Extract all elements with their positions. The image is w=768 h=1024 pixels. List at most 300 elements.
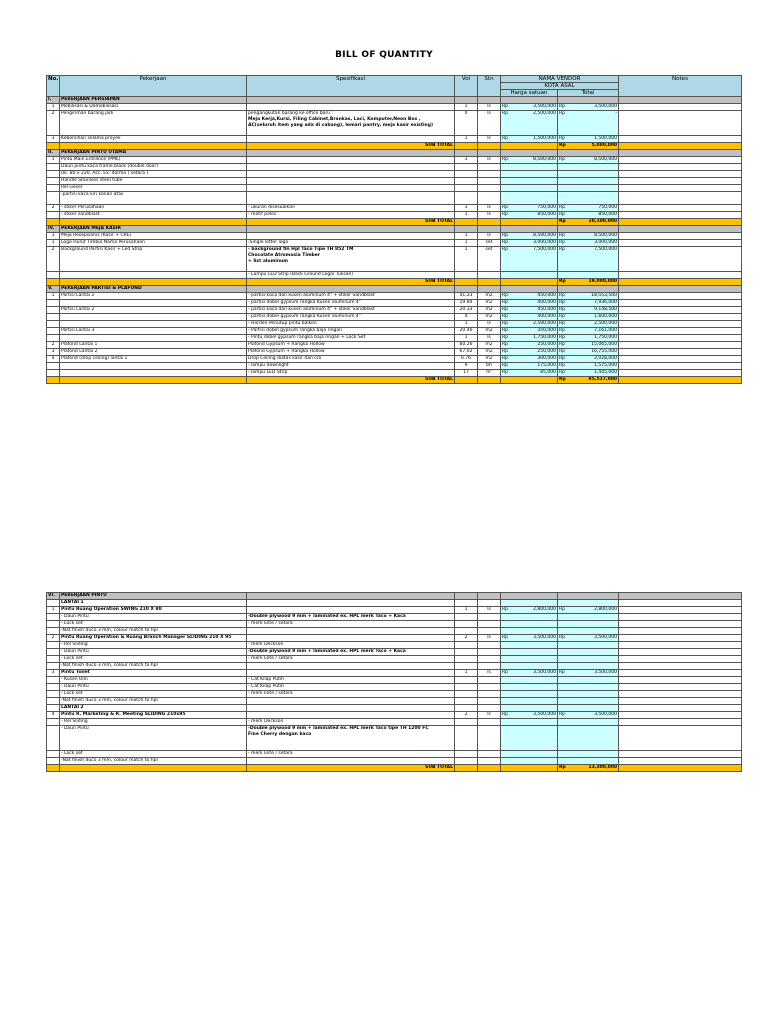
item-stn [478,758,501,765]
item-vol: 0 [455,111,478,136]
item-pekerjaan: Pintu Ruang Operation SWING 210 X 80 [60,607,247,614]
item-total: Rp 8,500,000 [559,233,617,238]
item-harga-satuan: Rp 8,500,000 [502,233,556,238]
item-vol: 1 [455,205,478,212]
item-vol: 1 [455,136,478,143]
section-header [47,226,742,233]
subtotal-blank [478,279,501,286]
item-no [47,600,60,607]
item-vol: 1 [455,247,478,272]
page-title: BILL OF QUANTITY [335,50,433,60]
item-stn: ls [478,157,501,164]
header-row [47,76,742,83]
item-stn [478,178,501,185]
item-stn: ls [478,136,501,143]
item-total: Rp 2,500,000 [559,321,617,326]
item-harga-satuan: Rp 8,500,000 [502,157,556,162]
item-stn [478,614,501,621]
item-notes [619,691,742,698]
detail-row [47,705,742,712]
item-vol: 20.46 [455,328,478,335]
item-spesifikasi [247,663,455,670]
item-row [47,328,742,335]
section-blank [247,286,455,293]
item-total: Rp 7,936,000 [559,300,617,305]
item-pekerjaan: - Daun Pintu [60,614,247,621]
item-stn [478,677,501,684]
item-spesifikasi [247,628,455,635]
item-total: Rp 15,065,000 [559,342,617,347]
subtotal-blank [455,143,478,150]
item-stn: m' [478,370,501,377]
item-spesifikasi: - partisi dobel gypsum rangka Kusen aluminum 4" [247,300,455,307]
subtotal-blank [619,377,742,384]
item-pekerjaan: Plafond Lantai 2 [60,349,247,356]
subtotal-blank [478,377,501,384]
section-blank [478,593,501,600]
item-vol [455,705,478,712]
item-stn: ls [478,233,501,240]
item-no [47,698,60,705]
item-no [47,178,60,185]
item-spesifikasi [247,758,455,765]
item-no [47,677,60,684]
item-spesifikasi: Plafond Gypsum + Rangka Hollow [247,342,455,349]
subtotal-blank [60,143,247,150]
subtotal-blank [60,765,247,772]
item-vol: 2 [455,635,478,642]
item-notes [619,656,742,663]
item-vol: 1 [455,321,478,328]
item-no [47,272,60,279]
item-notes [619,349,742,356]
item-spesifikasi [247,164,455,171]
section-blank [501,286,558,293]
item-pekerjaan [60,335,247,342]
item-pekerjaan [60,300,247,307]
item-spesifikasi [247,635,455,642]
item-row [47,670,742,677]
subtotal-blank [501,765,558,772]
item-vol [455,614,478,621]
detail-row [47,719,742,726]
section-blank [619,593,742,600]
item-pekerjaan: - Lock set [60,621,247,628]
item-harga-satuan: Rp 1,750,000 [502,335,556,340]
item-no [47,691,60,698]
item-stn [478,705,501,712]
item-vol [455,642,478,649]
item-notes [619,712,742,719]
col-kota: KOTA ASAL [501,83,619,90]
item-harga-satuan: Rp 350,000 [502,328,556,333]
item-row [47,240,742,247]
item-total: Rp 18,553,500 [559,293,617,298]
item-harga-satuan [501,642,558,649]
item-pekerjaan: Daun pintu kaca frame black (double door) [60,164,247,171]
item-no [47,642,60,649]
section-blank [455,150,478,157]
item-harga-satuan [501,751,558,758]
item-pekerjaan: Partisi Lantai 3 [60,328,247,335]
item-notes [619,726,742,751]
section-blank [501,150,558,157]
item-harga-satuan: Rp 2,500,000 [501,111,558,136]
item-pekerjaan: Rel Geser [60,185,247,192]
detail-row [47,656,742,663]
subtotal-blank [478,219,501,226]
item-harga-satuan [501,621,558,628]
item-vol [455,628,478,635]
subtotal-blank [501,143,558,150]
item-pekerjaan: - Lock set [60,751,247,758]
item-total: Rp 750,000 [559,205,617,210]
item-pekerjaan: LANTAI 1 [60,600,247,607]
section-blank [558,286,619,293]
item-no [47,307,60,314]
item-pekerjaan [60,363,247,370]
item-notes [619,684,742,691]
item-spesifikasi [247,600,455,607]
item-total [558,621,619,628]
item-no: 2 [47,247,60,272]
subtotal-blank [455,377,478,384]
item-spesifikasi: Plafond Gypsum + Rangka Hollow [247,349,455,356]
item-row [47,356,742,363]
detail-row [47,171,742,178]
item-harga-satuan: Rp 1,500,000 [502,136,556,141]
col-no: No. [47,76,60,97]
col-vendor: NAMA VENDOR [501,76,619,83]
item-spesifikasi [247,192,455,205]
detail-row [47,751,742,758]
item-pekerjaan: Plafond (drop ceiling) lantai 1 [60,356,247,363]
item-total: Rp 7,500,000 [558,247,619,272]
item-spesifikasi: - Lampu LED Strip (Back Ground Logo/ Tulisan) [247,272,455,279]
detail-row [47,698,742,705]
item-total [558,698,619,705]
subtotal-blank [478,143,501,150]
item-harga-satuan: Rp 85,000 [502,370,556,375]
item-harga-satuan: Rp 400,000 [502,314,556,319]
item-spesifikasi [247,104,455,111]
item-stn: m2 [478,342,501,349]
detail-row [47,691,742,698]
item-notes [619,111,742,136]
section-blank [558,150,619,157]
item-total: Rp 2,028,000 [559,356,617,361]
item-vol [455,600,478,607]
subtotal-label: SUB TOTAL [247,279,455,286]
item-total [558,628,619,635]
item-row [47,111,742,136]
item-stn [478,164,501,171]
item-harga-satuan [501,705,558,712]
item-stn: m2 [478,349,501,356]
subtotal-blank [455,765,478,772]
item-row [47,212,742,219]
subtotal-label: SUB TOTAL [247,219,455,226]
item-pekerjaan: Partisi Lantai 1 [60,293,247,300]
item-spesifikasi: -Double plywood 9 mm + laminated ex. HPL merk Taco + Kaca [247,614,455,621]
item-pekerjaan: - Lock set [60,656,247,663]
item-harga-satuan: Rp 250,000 [502,349,556,354]
item-notes [619,157,742,164]
item-harga-satuan [501,758,558,765]
item-notes [619,642,742,649]
item-total [558,719,619,726]
item-notes [619,104,742,111]
item-stn: ls [478,712,501,719]
item-vol [455,684,478,691]
item-vol [455,192,478,205]
item-notes [619,300,742,307]
item-harga-satuan: Rp 3,000,000 [502,240,556,245]
item-no: 3 [47,349,60,356]
detail-row [47,614,742,621]
item-vol [455,663,478,670]
item-row [47,712,742,719]
item-total: Rp 1,750,000 [559,335,617,340]
item-harga-satuan: Rp 850,000 [502,212,556,217]
item-notes [619,628,742,635]
section-blank [455,286,478,293]
item-no [47,300,60,307]
item-harga-satuan [501,171,558,178]
item-pekerjaan [60,314,247,321]
subtotal-blank [60,377,247,384]
item-spesifikasi [247,178,455,185]
item-notes [619,614,742,621]
item-harga-satuan [501,691,558,698]
item-no [47,314,60,321]
item-notes [619,293,742,300]
item-no [47,663,60,670]
item-spesifikasi: - lampu LED Strip [247,370,455,377]
section-blank [247,150,455,157]
item-vol [455,719,478,726]
item-notes [619,621,742,628]
item-total [558,691,619,698]
item-row [47,233,742,240]
item-notes [619,321,742,328]
item-harga-satuan: Rp 7,500,000 [501,247,558,272]
item-harga-satuan [501,719,558,726]
item-no [47,684,60,691]
section-blank [558,226,619,233]
item-pekerjaan [60,321,247,328]
item-pekerjaan: Pintu Toilet [60,670,247,677]
item-vol: 20.33 [455,307,478,314]
item-pekerjaan: -Nat finish duco 3 mm, colour match to hpl [60,628,247,635]
item-harga-satuan [501,628,558,635]
item-spesifikasi: pengangkutan barang ke office baru : Meja Kerja,Kursi, Filing Cabinet,Brankas, Laci, Komputer,Neon Box , AC(seluruh item yang ada di cabang), lemari pantry, meja kasir existing) [247,111,455,136]
item-stn: ls [478,607,501,614]
item-total [558,726,619,751]
item-harga-satuan: Rp 3,500,000 [502,670,556,675]
item-notes [619,698,742,705]
item-total [558,758,619,765]
section-blank [478,150,501,157]
item-total: Rp 16,755,000 [559,349,617,354]
detail-row [47,684,742,691]
item-spesifikasi: - motif polos [247,212,455,219]
item-row [47,342,742,349]
detail-row [47,663,742,670]
item-pekerjaan: -Nat finish duco 3 mm, colour match to hpl [60,758,247,765]
item-row [47,335,742,342]
item-pekerjaan: Pintu Ruang Operation & Ruang Branch Manager SLIDING 210 X 95 [60,635,247,642]
item-vol: 1 [455,212,478,219]
item-pekerjaan: - stiker sandblast [60,212,247,219]
item-no [47,335,60,342]
item-spesifikasi [247,712,455,719]
col-vol: Vol [455,76,478,97]
item-spesifikasi: -Single letter logo [247,240,455,247]
item-harga-satuan [501,698,558,705]
item-row [47,300,742,307]
item-stn [478,192,501,205]
section-blank [247,226,455,233]
section-no: II. [47,150,60,157]
item-vol [455,758,478,765]
detail-row [47,164,742,171]
item-spesifikasi [247,670,455,677]
section-blank [619,286,742,293]
item-vol [455,171,478,178]
item-vol: 1 [455,157,478,164]
item-notes [619,314,742,321]
detail-row [47,649,742,656]
item-total: Rp 3,500,000 [559,635,617,640]
item-stn: set [478,240,501,247]
subtotal-row [47,765,742,772]
item-spesifikasi: -Double plywood 9 mm + laminated ex. HPL merk Taco + Kaca [247,649,455,656]
boq-table-1 [46,75,742,384]
subtotal-row [47,219,742,226]
item-notes [619,307,742,314]
item-spesifikasi: - merk Deckson [247,642,455,649]
section-title: PEKERJAAN MEJA KASIR [60,226,247,233]
item-notes [619,649,742,656]
subtotal-row [47,377,742,384]
item-notes [619,677,742,684]
section-blank [247,593,455,600]
item-row [47,363,742,370]
item-pekerjaan: - Daun Pintu [60,726,247,751]
item-notes [619,233,742,240]
item-harga-satuan [501,600,558,607]
section-blank [619,97,742,104]
item-stn [478,185,501,192]
item-pekerjaan: - Daun Pintu [60,649,247,656]
section-title: PEKERJAAN PERSIAPAN [60,97,247,104]
item-no: 2 [47,342,60,349]
col-notes: Notes [619,76,742,97]
item-stn [478,719,501,726]
item-vol: 9 [455,363,478,370]
item-vol: 2 [455,712,478,719]
item-row [47,293,742,300]
item-spesifikasi: - Pintu dobel gypsum rangka baja ringan + Lock Set [247,335,455,342]
item-spesifikasi: - ukuran disesuaikan [247,205,455,212]
item-no [47,614,60,621]
item-row [47,157,742,164]
item-pekerjaan: Pintu Main Entrance (PME) [60,157,247,164]
item-no [47,328,60,335]
item-no [47,621,60,628]
subtotal-blank [47,765,60,772]
item-pekerjaan: Partisi Lantai 2 [60,307,247,314]
item-vol: 6.76 [455,356,478,363]
item-harga-satuan: Rp 3,500,000 [502,712,556,717]
item-vol: 19.84 [455,300,478,307]
item-total [558,600,619,607]
col-harga: Harga satuan [501,90,558,97]
section-blank [619,150,742,157]
subtotal-blank [455,219,478,226]
item-vol: 1 [455,607,478,614]
item-no: 3 [47,670,60,677]
item-spesifikasi: - lampu downlight [247,363,455,370]
item-no [47,212,60,219]
item-notes [619,192,742,205]
item-spesifikasi [247,233,455,240]
subtotal-blank [60,219,247,226]
section-header [47,150,742,157]
detail-row [47,178,742,185]
item-stn: ls [478,321,501,328]
item-row [47,635,742,642]
col-total: Total [558,90,619,97]
item-no: 1 [47,240,60,247]
item-total [558,642,619,649]
section-header [47,593,742,600]
item-notes [619,342,742,349]
item-no [47,171,60,178]
item-vol [455,272,478,279]
item-pekerjaan: LANTAI 2 [60,705,247,712]
item-notes [619,670,742,677]
item-total: Rp 2,800,000 [559,607,617,612]
item-vol [455,726,478,751]
item-vol [455,164,478,171]
subtotal-amount: Rp 5,000,000 [559,143,617,148]
detail-row [47,185,742,192]
section-title: PEKERJAAN PINTU UTAMA [60,150,247,157]
item-no: 3 [47,136,60,143]
subtotal-label: SUB TOTAL [247,765,455,772]
item-stn: ls [478,335,501,342]
item-spesifikasi: - merk Elite / setara [247,656,455,663]
item-no [47,649,60,656]
item-pekerjaan: - Rel Sliding [60,719,247,726]
item-harga-satuan [501,185,558,192]
item-no [47,370,60,377]
subtotal-amount: Rp 85,517,000 [559,377,617,382]
item-no: 4 [47,356,60,363]
item-pekerjaan: - stiker Perusahaan [60,205,247,212]
item-stn: ls [478,212,501,219]
item-notes [619,240,742,247]
item-notes [619,205,742,212]
item-row [47,104,742,111]
item-no [47,726,60,751]
item-row [47,136,742,143]
item-spesifikasi [247,698,455,705]
item-vol [455,178,478,185]
section-blank [619,226,742,233]
